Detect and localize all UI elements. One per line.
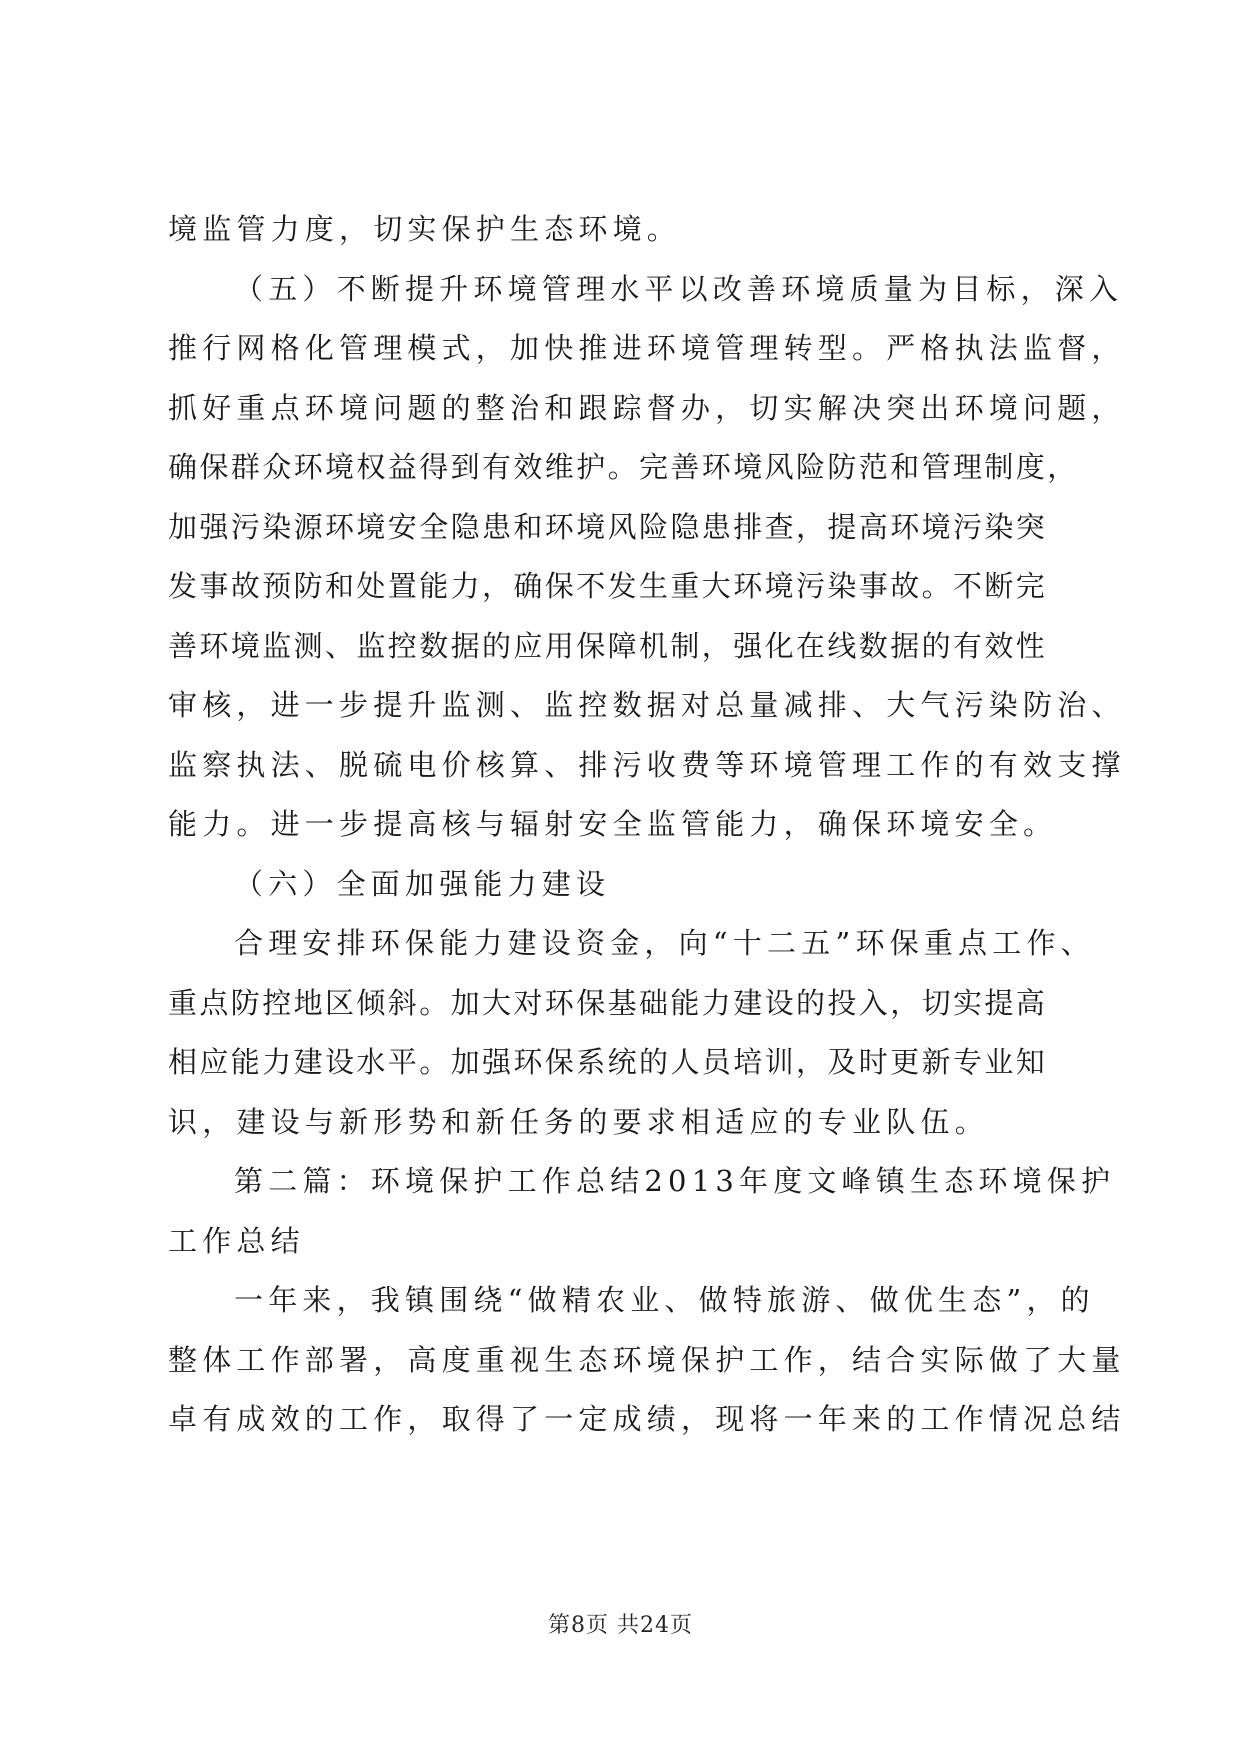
text-line: 一年来，我镇围绕“做精农业、做特旅游、做优生态”，的 <box>234 1283 1095 1317</box>
text-line: 审核，进一步提升监测、监控数据对总量减排、大气污染防治、 <box>168 688 1126 722</box>
text-line: 推行网格化管理模式，加快推进环境管理转型。严格执法监督， <box>168 331 1126 365</box>
text-line: 整体工作部署，高度重视生态环境保护工作，结合实际做了大量 <box>168 1342 1126 1377</box>
chapter-heading: 第二篇：环境保护工作总结2013年度文峰镇生态环境保护 <box>234 1164 1116 1198</box>
text-line: 卓有成效的工作，取得了一定成绩，现将一年来的工作情况总结 <box>168 1402 1126 1436</box>
text-line: 加强污染源环境安全隐患和环境风险隐患排查，提高环境污染突 <box>168 509 1048 544</box>
chapter-heading-continued: 工作总结 <box>168 1223 305 1258</box>
text-line: 相应能力建设水平。加强环保系统的人员培训，及时更新专业知 <box>168 1045 1048 1079</box>
text-line: 监察执法、脱硫电价核算、排污收费等环境管理工作的有效支撑 <box>168 747 1126 782</box>
text-line: 识，建设与新形势和新任务的要求相适应的专业队伍。 <box>168 1104 989 1139</box>
text-line: 境监管力度，切实保护生态环境。 <box>168 212 682 246</box>
text-line: 抓好重点环境问题的整治和跟踪督办，切实解决突出环境问题， <box>168 390 1126 425</box>
section-heading: （六）全面加强能力建设 <box>234 866 611 901</box>
text-line: （五）不断提升环境管理水平以改善环境质量为目标，深入 <box>234 271 1124 306</box>
text-line: 合理安排环保能力建设资金，向“十二五”环保重点工作、 <box>234 926 1095 960</box>
text-line: 善环境监测、监控数据的应用保障机制，强化在线数据的有效性 <box>168 628 1048 663</box>
text-line: 能力。进一步提高核与辐射安全监管能力，确保环境安全。 <box>168 807 1058 841</box>
text-line: 发事故预防和处置能力，确保不发生重大环境污染事故。不断完 <box>168 569 1048 603</box>
body-text <box>168 200 1126 1450</box>
text-line: 重点防控地区倾斜。加大对环保基础能力建设的投入，切实提高 <box>168 985 1048 1020</box>
page-number-footer: 第8页 共24页 <box>548 1613 693 1638</box>
text-line: 确保群众环境权益得到有效维护。完善环境风险防范和管理制度， <box>168 450 1079 484</box>
